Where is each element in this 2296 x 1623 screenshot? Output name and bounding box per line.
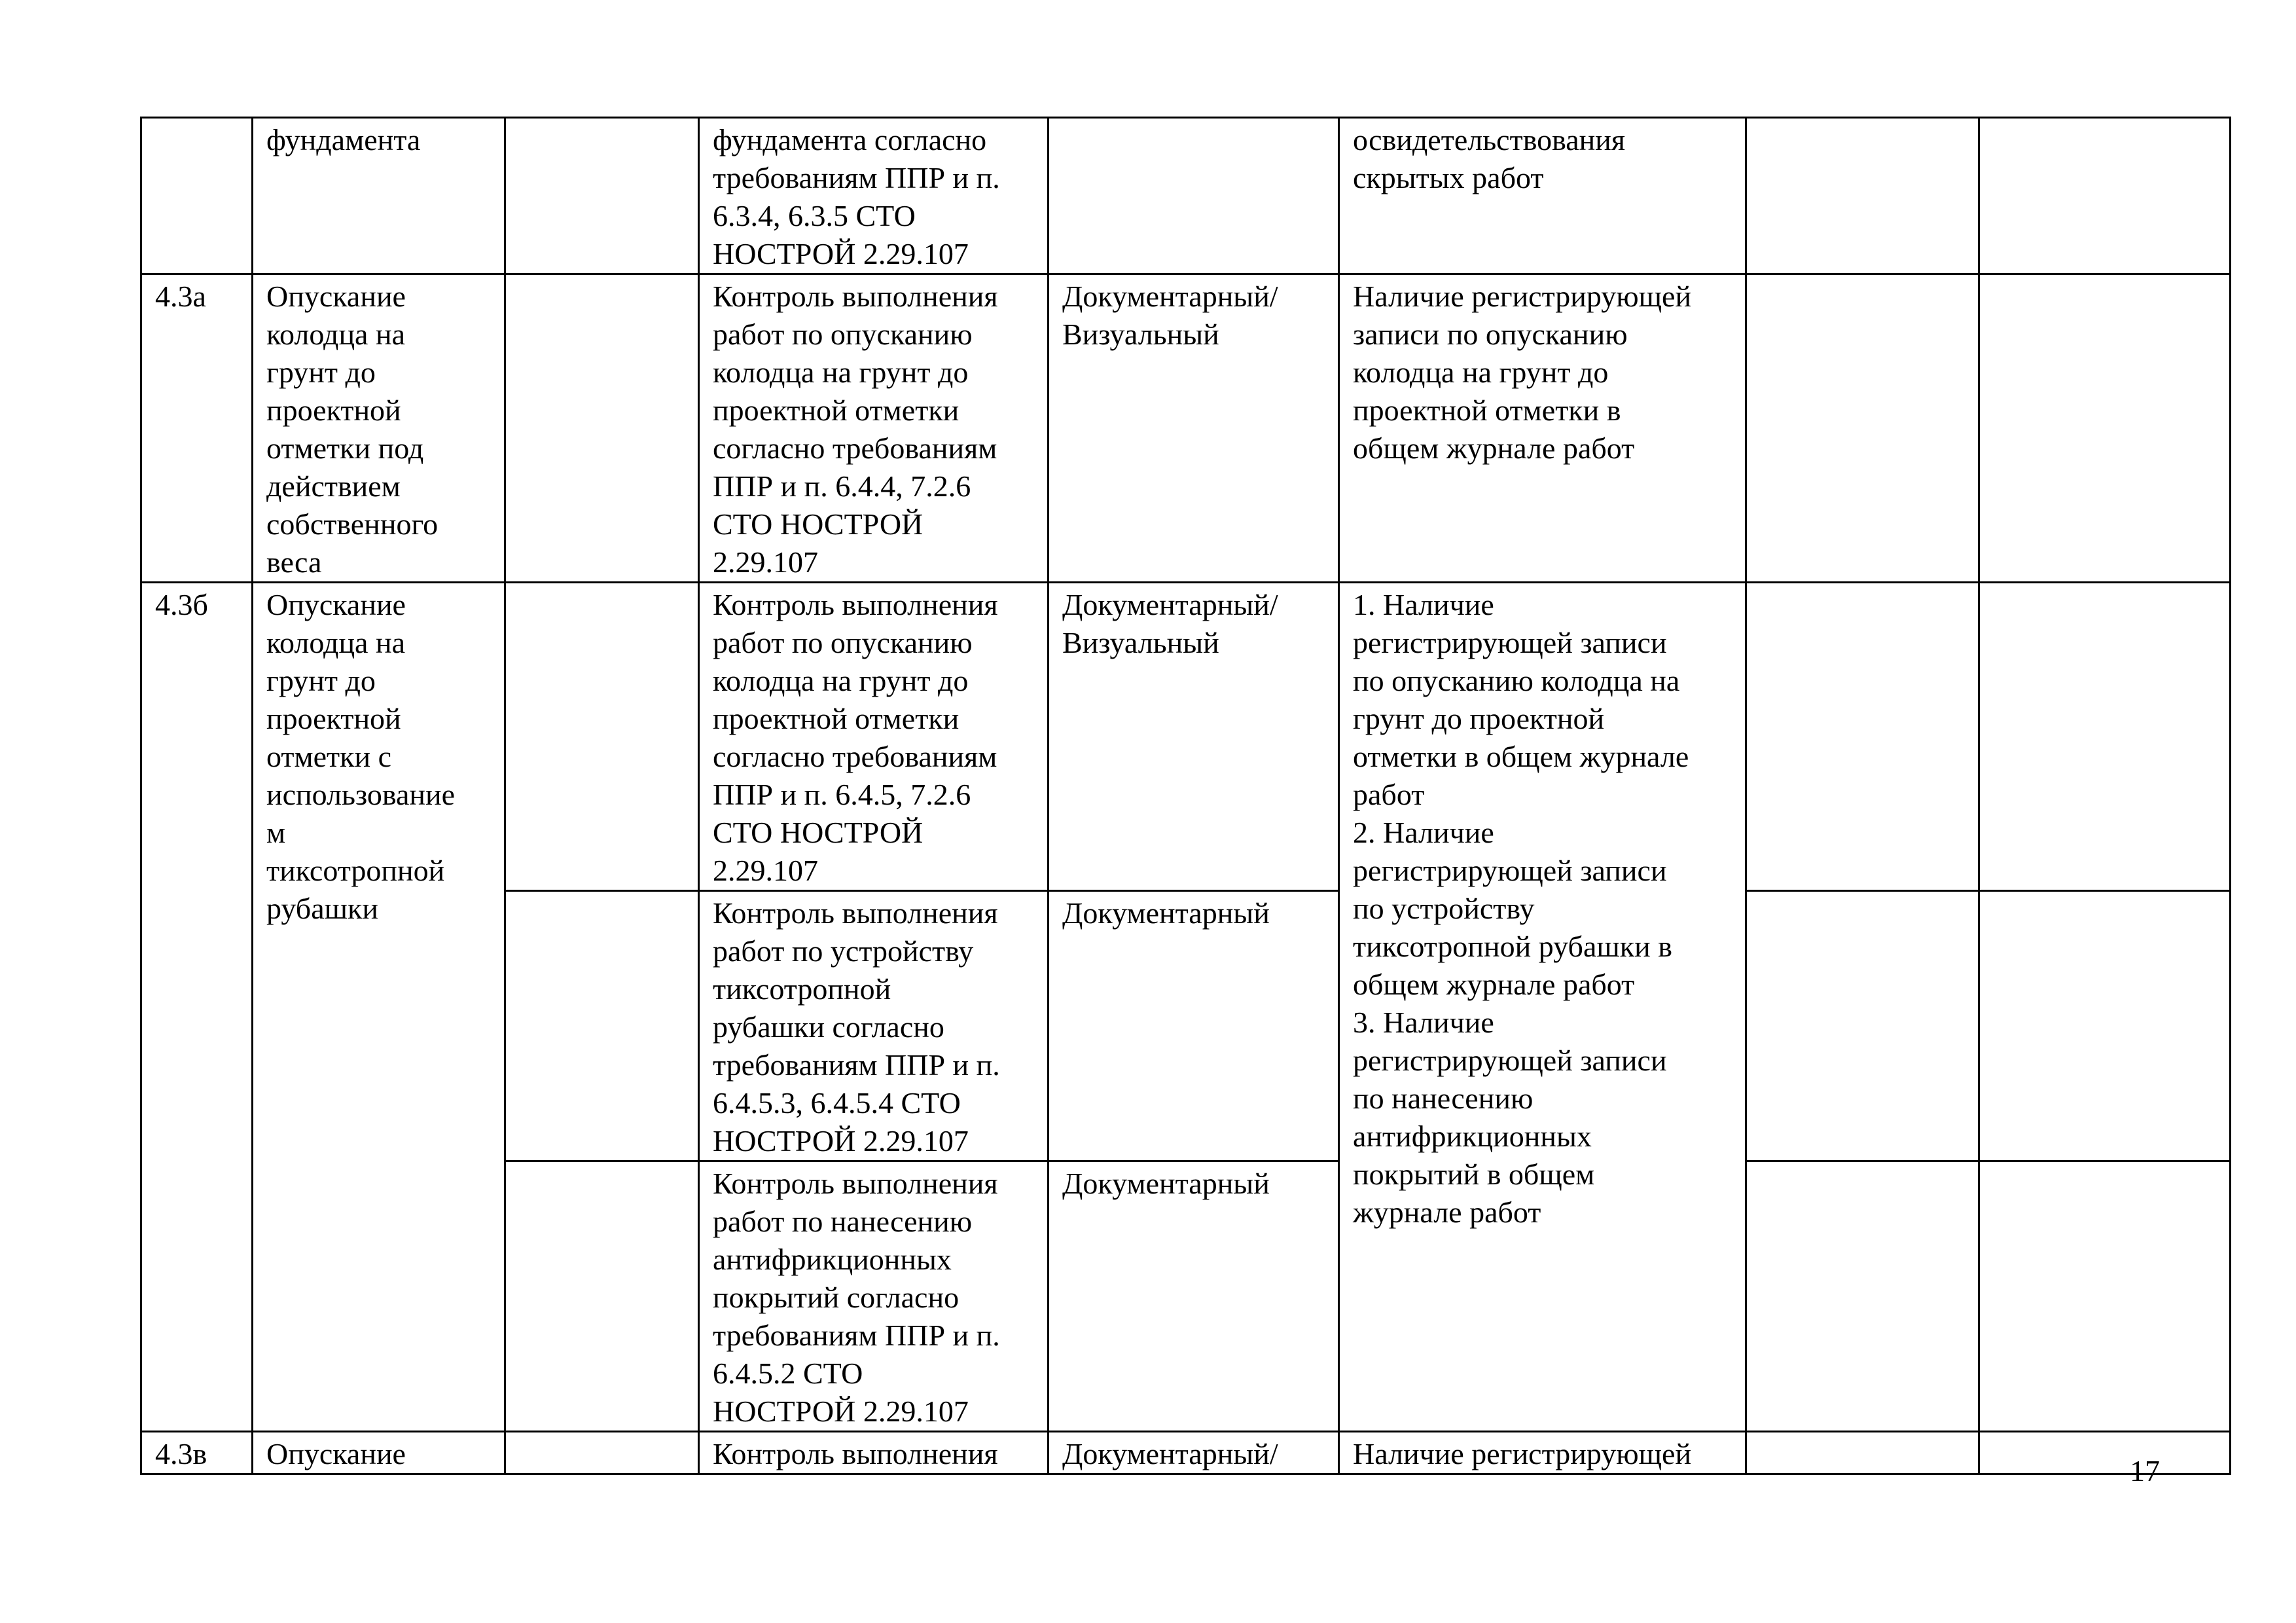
empty-cell bbox=[1979, 1161, 2231, 1432]
table-row bbox=[141, 118, 2231, 274]
row-number-cell: 4.3в bbox=[141, 1432, 253, 1474]
empty-cell bbox=[505, 118, 699, 274]
control-cell: Контроль выполнения bbox=[699, 1432, 1049, 1474]
quality-control-table bbox=[140, 117, 2231, 1475]
empty-cell bbox=[1979, 118, 2231, 274]
row-number-cell bbox=[141, 118, 253, 274]
empty-cell bbox=[1746, 891, 1979, 1161]
row-number-cell: 4.3б bbox=[141, 583, 253, 1432]
empty-cell bbox=[1746, 118, 1979, 274]
control-cell: фундамента согласно требованиям ППР и п. 6.3.4, 6.3.5 СТО НОСТРОЙ 2.29.107 bbox=[699, 118, 1049, 274]
empty-cell bbox=[505, 1161, 699, 1432]
control-cell: Контроль выполнения работ по нанесению антифрикционных покрытий согласно требованиям ППР и п. 6.4.5.2 СТО НОСТРОЙ 2.29.107 bbox=[699, 1161, 1049, 1432]
row-number-cell: 4.3а bbox=[141, 274, 253, 583]
result-cell: Наличие регистрирующей записи по опусканию колодца на грунт до проектной отметки в общем журнале работ bbox=[1339, 274, 1746, 583]
empty-cell bbox=[505, 891, 699, 1161]
result-cell: Наличие регистрирующей bbox=[1339, 1432, 1746, 1474]
empty-cell bbox=[1746, 583, 1979, 891]
table-row bbox=[141, 274, 2231, 583]
stage-cell: Опускание колодца на грунт до проектной отметки под действием собственного веса bbox=[253, 274, 505, 583]
method-cell: Документарный/ Визуальный bbox=[1049, 583, 1339, 891]
empty-cell bbox=[1746, 274, 1979, 583]
control-cell: Контроль выполнения работ по устройству тиксотропной рубашки согласно требованиям ППР и п. 6.4.5.3, 6.4.5.4 СТО НОСТРОЙ 2.29.107 bbox=[699, 891, 1049, 1161]
empty-cell bbox=[505, 274, 699, 583]
method-cell: Документарный/ Визуальный bbox=[1049, 274, 1339, 583]
method-cell: Документарный bbox=[1049, 1161, 1339, 1432]
stage-cell: фундамента bbox=[253, 118, 505, 274]
empty-cell bbox=[1746, 1432, 1979, 1474]
table-row bbox=[141, 583, 2231, 891]
empty-cell bbox=[505, 1432, 699, 1474]
control-cell: Контроль выполнения работ по опусканию колодца на грунт до проектной отметки согласно требованиям ППР и п. 6.4.5, 7.2.6 СТО НОСТРОЙ 2.29.107 bbox=[699, 583, 1049, 891]
result-cell: освидетельствования скрытых работ bbox=[1339, 118, 1746, 274]
empty-cell bbox=[1979, 583, 2231, 891]
control-cell: Контроль выполнения работ по опусканию колодца на грунт до проектной отметки согласно требованиям ППР и п. 6.4.4, 7.2.6 СТО НОСТРОЙ 2.29.107 bbox=[699, 274, 1049, 583]
empty-cell bbox=[1979, 274, 2231, 583]
table-row bbox=[141, 1432, 2231, 1474]
result-cell: 1. Наличие регистрирующей записи по опусканию колодца на грунт до проектной отметки в общем журнале работ 2. Наличие регистрирующей записи по устройству тиксотропной рубашки в общем журнале работ 3. Наличие регистрирующей записи по нанесению антифрикционных покрытий в общем журнале работ bbox=[1339, 583, 1746, 1432]
page-number: 17 bbox=[2130, 1454, 2160, 1487]
method-cell: Документарный/ bbox=[1049, 1432, 1339, 1474]
empty-cell bbox=[1979, 891, 2231, 1161]
empty-cell bbox=[1746, 1161, 1979, 1432]
empty-cell bbox=[505, 583, 699, 891]
method-cell bbox=[1049, 118, 1339, 274]
stage-cell: Опускание колодца на грунт до проектной отметки с использование м тиксотропной рубашки bbox=[253, 583, 505, 1432]
method-cell: Документарный bbox=[1049, 891, 1339, 1161]
stage-cell: Опускание bbox=[253, 1432, 505, 1474]
